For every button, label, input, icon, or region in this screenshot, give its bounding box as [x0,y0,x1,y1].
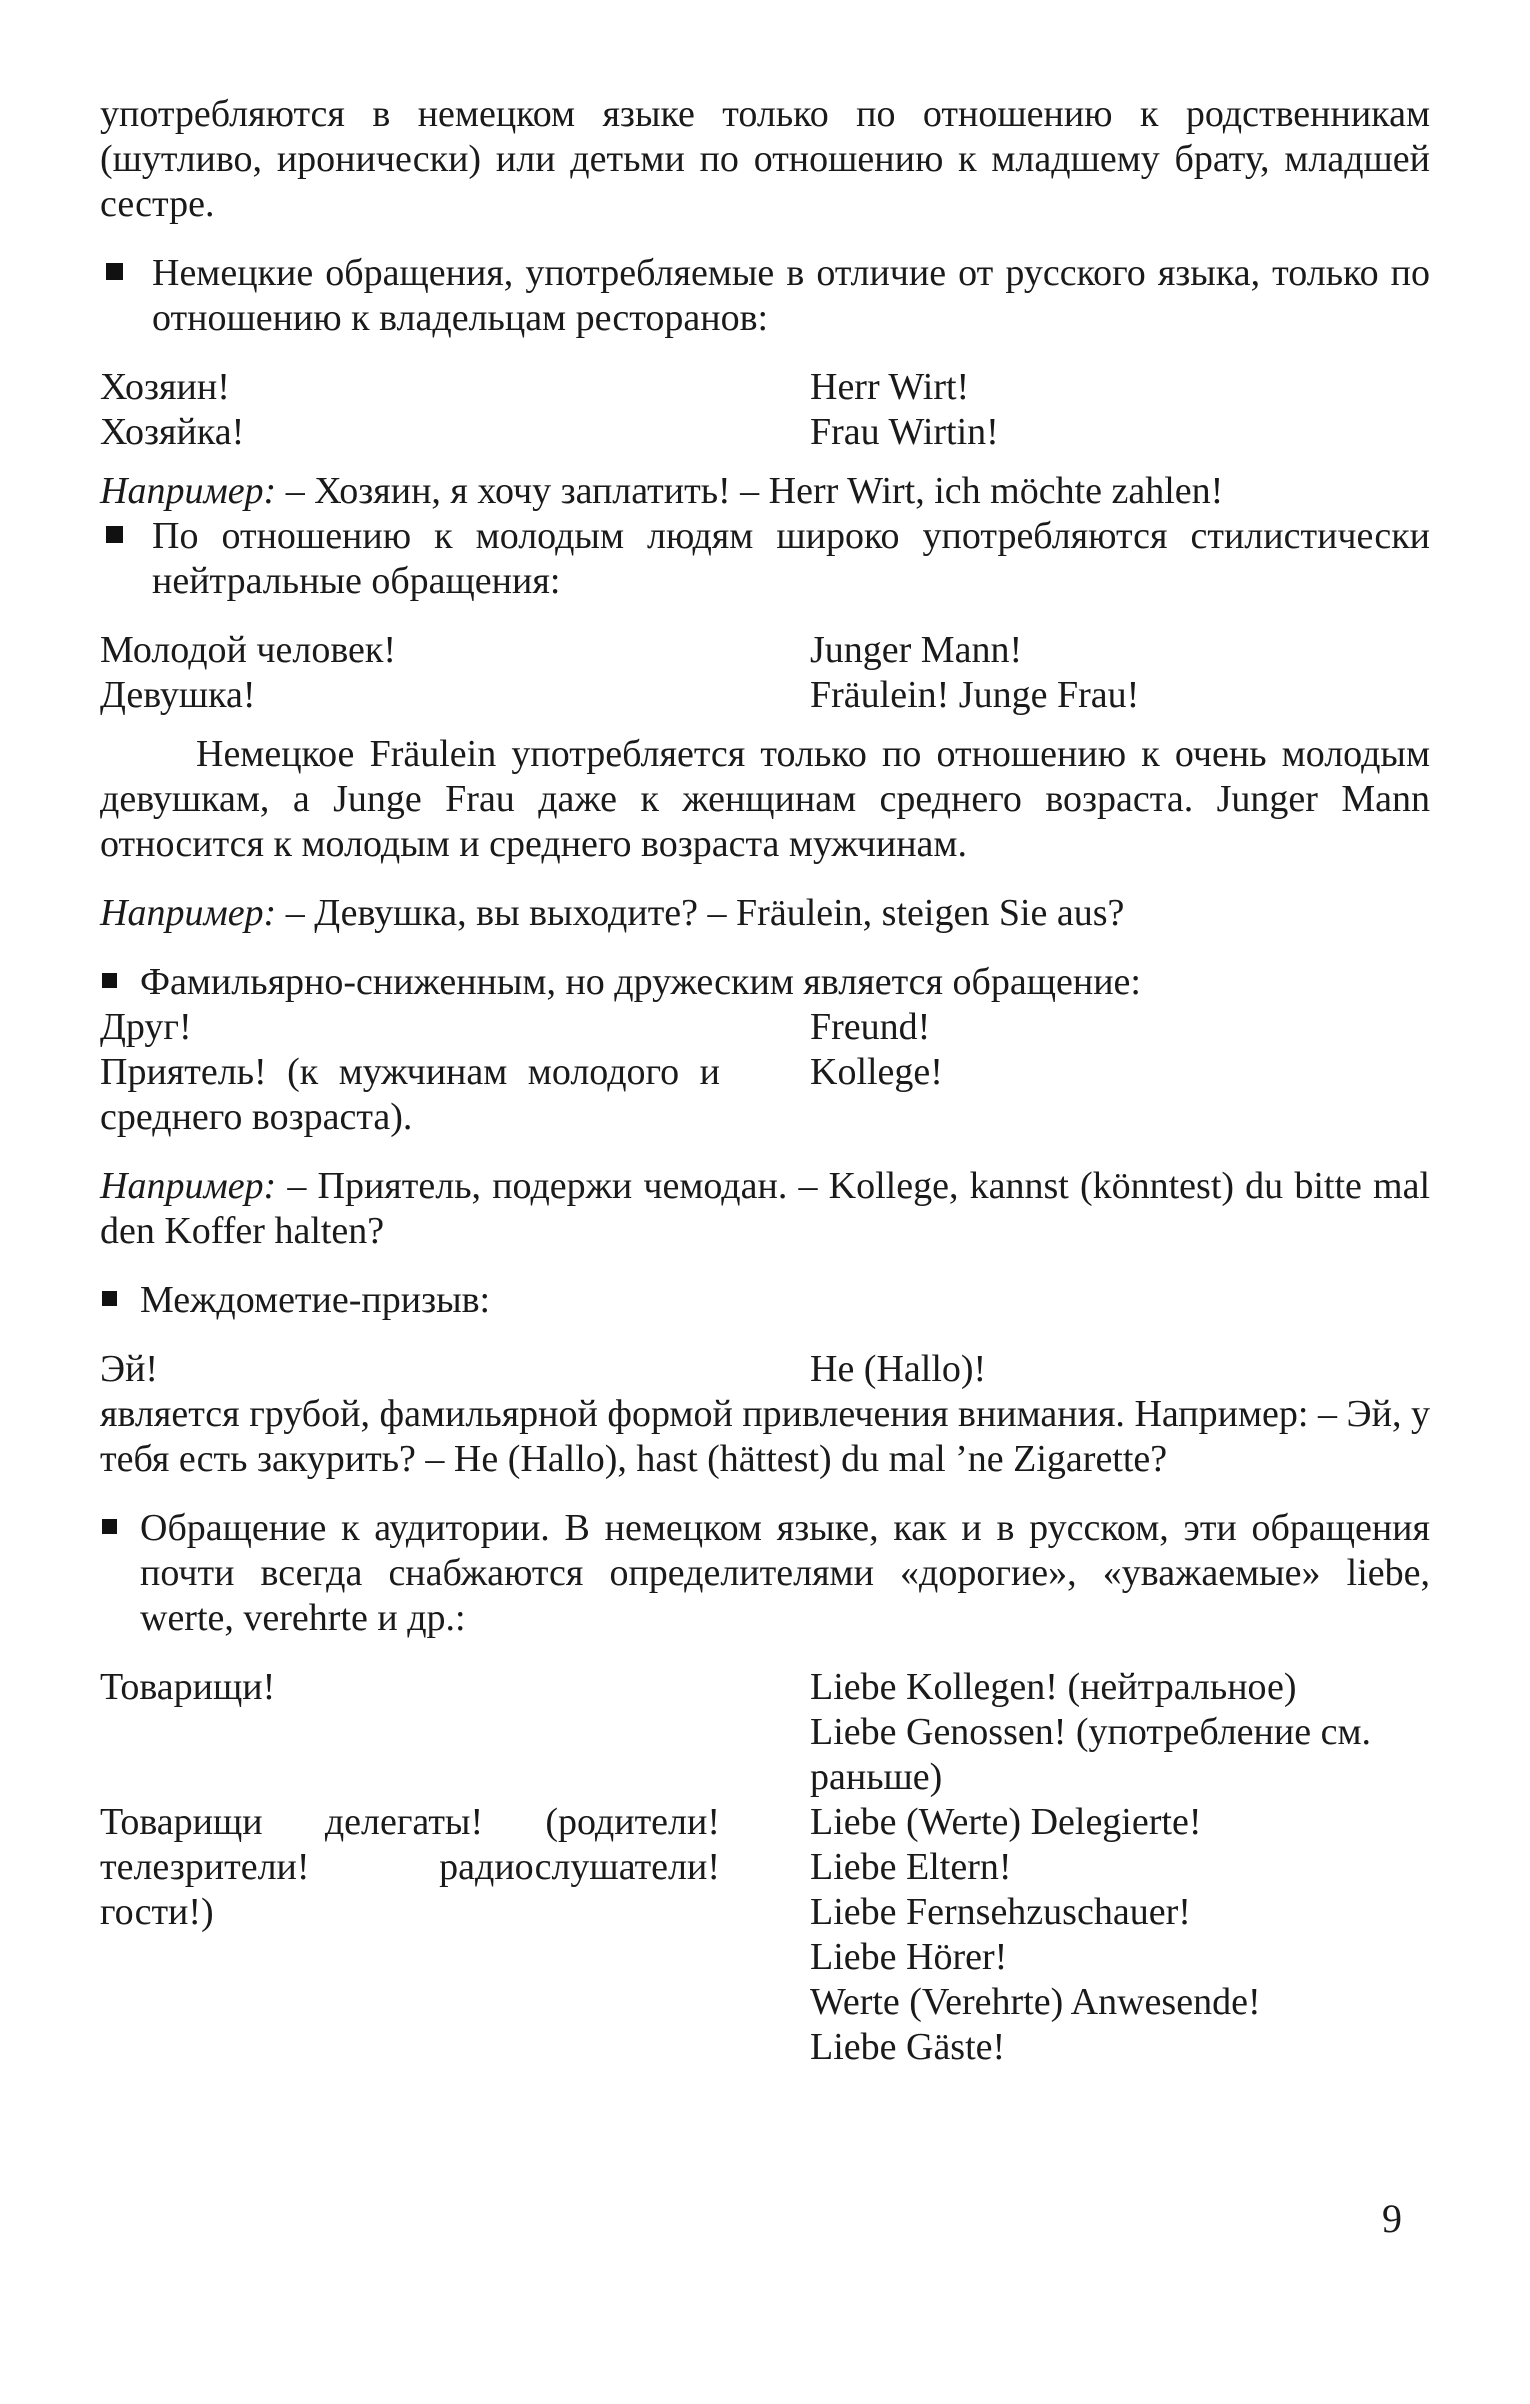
de-term-list [810,1665,1430,1800]
example [100,469,1430,514]
section-audience [100,1506,1430,1641]
ru-term: Приятель! (к мужчинам молодого и среднего возраста). [100,1051,720,1138]
section-young-people [100,514,1430,604]
bullet-square-icon [106,526,123,543]
example [100,891,1430,936]
example-text: – Приятель, подержи чемодан. – Kollege, kannst (könntest) du bitte mal den Koffer halten? [100,1165,1431,1252]
example-text: – Хозяин, я хочу заплатить! – Herr Wirt, ich möchte zahlen! [285,470,1224,512]
ru-term: Хозяин! [100,366,230,408]
page-content [100,92,1430,2070]
section-text: Обращение к аудитории. В немецком языке, как и в русском, эти обращения почти всегда снабжаются определителями «дорогие», «уважаемые» liebe, werte, verehrte и др.: [140,1507,1430,1639]
ru-term: Эй! [100,1348,159,1390]
example-label: Например: [100,470,277,512]
section-text: Фамильярно-сниженным, но дружеским является обращение: [140,961,1141,1003]
pairs-restaurant [100,365,1430,455]
de-term: Liebe Gäste! [810,2026,1006,2068]
de-term: He (Hallo)! [810,1348,987,1390]
explanation-paragraph: Немецкое Fräulein употребляется только по отношению к очень молодым девушкам, а Junge Frau даже к женщинам среднего возраста. Junger Mann относится к молодым и среднего возраста мужчинам. [100,733,1430,865]
de-term: Freund! [810,1006,931,1048]
pairs-young-people [100,628,1430,718]
pairs-familiar [100,1005,1430,1140]
bullet-square-icon [106,263,123,280]
example-text: – Девушка, вы выходите? – Fräulein, steigen Sie aus? [285,892,1125,934]
de-term: Kollege! [810,1051,943,1093]
de-term: Liebe Fernsehzuschauer! [810,1891,1191,1933]
ru-term: Товарищи! [100,1666,276,1708]
bullet-square-icon [102,1291,117,1306]
de-term-list [810,1800,1430,2070]
de-term: Liebe (Werte) Delegierte! [810,1801,1202,1843]
de-term: Liebe Eltern! [810,1846,1012,1888]
bullet-square-icon [102,1519,117,1534]
de-term: Fräulein! Junge Frau! [810,674,1140,716]
section-text: По отношению к молодым людям широко употребляются стилистически нейтральные обращения: [152,515,1430,602]
de-term: Frau Wirtin! [810,411,999,453]
de-term: Werte (Verehrte) Anwesende! [810,1981,1261,2023]
ru-term: Хозяйка! [100,411,245,453]
section-restaurant-owners [100,251,1430,341]
ru-term: Девушка! [100,674,256,716]
section-interjection [100,1278,1430,1323]
ru-term: Друг! [100,1006,192,1048]
ru-term: Товарищи делегаты! (родители! телезрители! радиослушатели! гости!) [100,1801,720,1933]
section-text: Немецкие обращения, употребляемые в отличие от русского языка, только по отношению к владельцам ресторанов: [152,252,1430,339]
de-term: Herr Wirt! [810,366,970,408]
section-familiar [100,960,1430,1005]
example-label: Например: [100,892,277,934]
explanation-paragraph: является грубой, фамильярной формой привлечения внимания. Например: – Эй, у тебя есть закурить? – He (Hallo), hast (hättest) du mal ’ne Zigarette? [100,1393,1430,1480]
example-label: Например: [100,1165,277,1207]
section-text: Междометие-призыв: [140,1279,491,1321]
pair-interjection [100,1347,1430,1392]
pairs-audience [100,1665,1430,2070]
page-number: 9 [1382,2196,1402,2241]
bullet-square-icon [102,973,117,988]
intro-paragraph: употребляются в немецком языке только по отношению к родственникам (шутливо, иронически) или детьми по отношению к младшему брату, младшей сестре. [100,93,1430,225]
example [100,1164,1430,1254]
de-term: Junger Mann! [810,629,1023,671]
de-term: Liebe Genossen! (употребление см. раньше) [810,1711,1372,1798]
de-term: Liebe Kollegen! (нейтральное) [810,1666,1297,1708]
ru-term: Молодой человек! [100,629,397,671]
de-term: Liebe Hörer! [810,1936,1008,1978]
